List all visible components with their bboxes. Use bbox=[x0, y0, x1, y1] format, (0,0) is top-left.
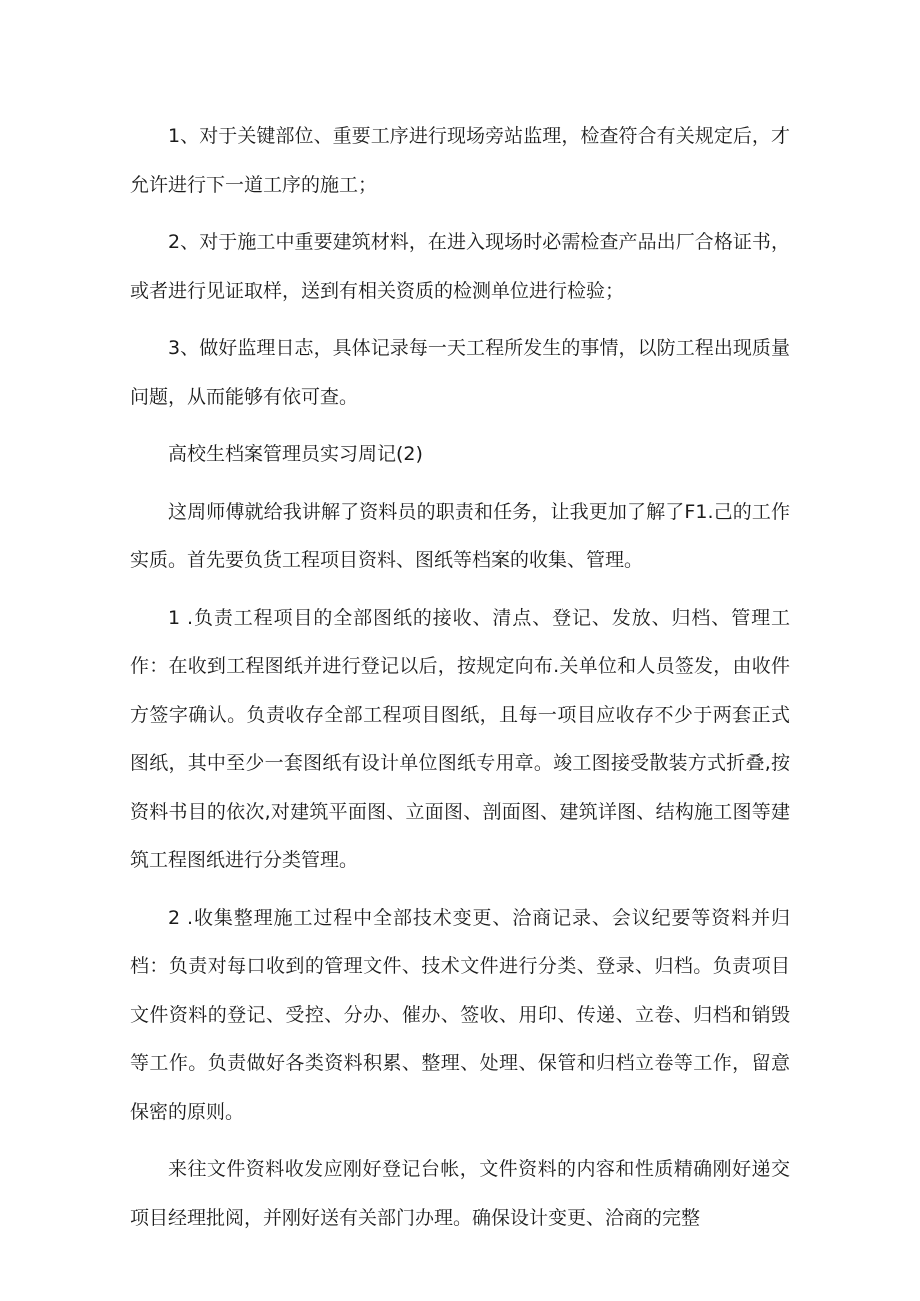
closing-paragraph: 来往文件资料收发应刚好登记台帐，文件资料的内容和性质精确刚好递交项目经理批阅，并刚好送有关部门办理。确保设计变更、洽商的完整 bbox=[130, 1158, 790, 1229]
duty-paragraph-1: 1 .负责工程项目的全部图纸的接收、清点、登记、发放、归档、管理工作：在收到工程图纸并进行登记以后，按规定向布.关单位和人员签发，由收件方签字确认。负责收存全部工程项目图纸，且每一项目应收存不少于两套正式图纸，其中至少一套图纸有设计单位图纸专用章。竣工图接受散装方式折叠,按资料书目的依次,对建筑平面图、立面图、剖面图、建筑详图、结构施工图等建筑工程图纸进行分类管理。 bbox=[130, 606, 790, 871]
list-item-2: 2、对于施工中重要建筑材料，在进入现场时必需检查产品出厂合格证书，或者进行见证取样，送到有相关资质的检测单位进行检验； bbox=[130, 231, 790, 302]
document-body bbox=[130, 112, 790, 1251]
duty-paragraph-2: 2 .收集整理施工过程中全部技术变更、洽商记录、会议纪要等资料并归档：负责对每口收到的管理文件、技术文件进行分类、登录、归档。负责项目文件资料的登记、受控、分办、催办、签收、用印、传递、立卷、归档和销毁等工作。负责做好各类资料积累、整理、处理、保管和归档立卷等工作，留意保密的原则。 bbox=[130, 906, 790, 1123]
list-item-1: 1、对于关键部位、重要工序进行现场旁站监理，检查符合有关规定后，才允许进行下一道工序的施工； bbox=[130, 125, 790, 196]
intro-paragraph: 这周师傅就给我讲解了资料员的职责和任务，让我更加了解了F1.己的工作实质。首先要负货工程项目资料、图纸等档案的收集、管理。 bbox=[130, 500, 790, 571]
list-item-3: 3、做好监理日志，具体记录每一天工程所发生的事情，以防工程出现质量问题，从而能够有依可查。 bbox=[130, 337, 790, 408]
section-heading: 高校生档案管理员实习周记(2) bbox=[168, 443, 423, 465]
